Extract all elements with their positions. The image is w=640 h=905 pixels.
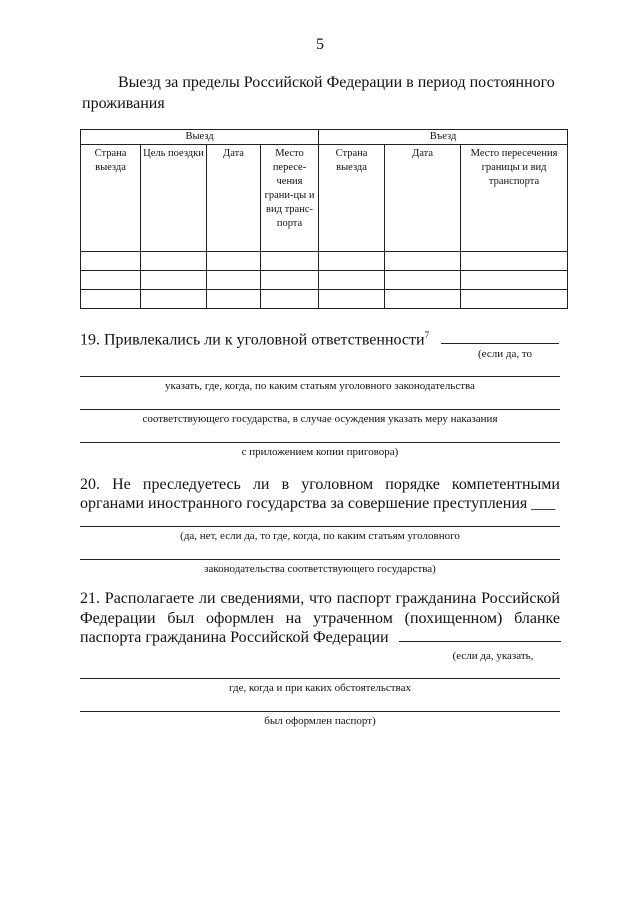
col-header: Цель поездки bbox=[141, 145, 207, 252]
table-row bbox=[81, 252, 568, 271]
table-cell[interactable] bbox=[81, 290, 141, 309]
q21-hint-3: был оформлен паспорт) bbox=[264, 715, 376, 727]
q19-hint-1: (если да, то bbox=[478, 348, 532, 360]
section-heading: Выезд за пределы Российской Федерации в период постоянного проживания bbox=[82, 74, 555, 112]
col-header: Дата bbox=[207, 145, 261, 252]
table-cell[interactable] bbox=[207, 252, 261, 271]
q19-answer-line-1[interactable] bbox=[80, 376, 560, 377]
group-header-entry: Въезд bbox=[319, 130, 568, 145]
table-cell[interactable] bbox=[207, 290, 261, 309]
q20-answer-line-2[interactable] bbox=[80, 559, 560, 560]
q20-hint-2: законодательства соответствующего государства) bbox=[204, 563, 436, 575]
table-row bbox=[81, 271, 568, 290]
travel-table bbox=[80, 129, 568, 309]
q19-answer-line-2[interactable] bbox=[80, 409, 560, 410]
table-cell[interactable] bbox=[319, 271, 385, 290]
question-21-line-1: 21. Располагаете ли сведениями, что паспорт гражданина Российской bbox=[80, 590, 560, 607]
col-header: Страна выезда bbox=[81, 145, 141, 252]
q19-hint-3: соответствующего государства, в случае осуждения указать меру наказания bbox=[142, 413, 498, 425]
table-cell[interactable] bbox=[81, 271, 141, 290]
question-20-blank[interactable]: ___ bbox=[531, 495, 556, 512]
table-cell[interactable] bbox=[385, 290, 461, 309]
col-header: Место пересечения границы и вид транспорта bbox=[461, 145, 568, 252]
q21-answer-line-1[interactable] bbox=[80, 678, 560, 679]
table-cell[interactable] bbox=[261, 290, 319, 309]
question-19-answer-field[interactable] bbox=[441, 343, 559, 344]
table-cell[interactable] bbox=[461, 271, 568, 290]
q20-hint-1: (да, нет, если да, то где, когда, по каким статьям уголовного bbox=[180, 530, 460, 542]
col-header: Страна выезда bbox=[319, 145, 385, 252]
table-cell[interactable] bbox=[385, 252, 461, 271]
question-21-answer-field[interactable] bbox=[399, 641, 561, 642]
table-cell[interactable] bbox=[141, 271, 207, 290]
group-header-exit: Выезд bbox=[81, 130, 319, 145]
table-cell[interactable] bbox=[141, 290, 207, 309]
q21-hint-1: (если да, указать, bbox=[452, 650, 534, 662]
question-20-text: органами иностранного государства за совершение преступления bbox=[80, 495, 528, 512]
table-cell[interactable] bbox=[319, 252, 385, 271]
table-row bbox=[81, 290, 568, 309]
table-cell[interactable] bbox=[261, 271, 319, 290]
table-cell[interactable] bbox=[81, 252, 141, 271]
question-19 bbox=[80, 326, 570, 349]
question-21-line-2: Федерации был оформлен на утраченном (похищенном) бланке bbox=[80, 610, 560, 627]
table-cell[interactable] bbox=[319, 290, 385, 309]
table-cell[interactable] bbox=[461, 290, 568, 309]
page-number: 5 bbox=[316, 36, 324, 53]
table-cell[interactable] bbox=[385, 271, 461, 290]
q20-answer-line-1[interactable] bbox=[80, 526, 560, 527]
question-19-text: 19. Привлекались ли к уголовной ответственности bbox=[80, 331, 425, 349]
q19-hint-2: указать, где, когда, по каким статьям уголовного законодательства bbox=[165, 380, 475, 392]
table-cell[interactable] bbox=[207, 271, 261, 290]
col-header: Место пересе-чения грани-цы и вид транс-порта bbox=[261, 145, 319, 252]
footnote-marker: 7 bbox=[424, 330, 430, 340]
question-20-line-1: 20. Не преследуетесь ли в уголовном порядке компетентными bbox=[80, 476, 560, 493]
q21-hint-2: где, когда и при каких обстоятельствах bbox=[229, 682, 411, 694]
question-21-line-3 bbox=[80, 628, 570, 647]
col-header: Дата bbox=[385, 145, 461, 252]
table-cell[interactable] bbox=[461, 252, 568, 271]
question-20-line-2 bbox=[80, 494, 570, 513]
q19-hint-4: с приложением копии приговора) bbox=[241, 446, 399, 458]
table-cell[interactable] bbox=[141, 252, 207, 271]
question-21-text: паспорта гражданина Российской Федерации bbox=[80, 629, 389, 646]
q19-answer-line-3[interactable] bbox=[80, 442, 560, 443]
table-cell[interactable] bbox=[261, 252, 319, 271]
q21-answer-line-2[interactable] bbox=[80, 711, 560, 712]
